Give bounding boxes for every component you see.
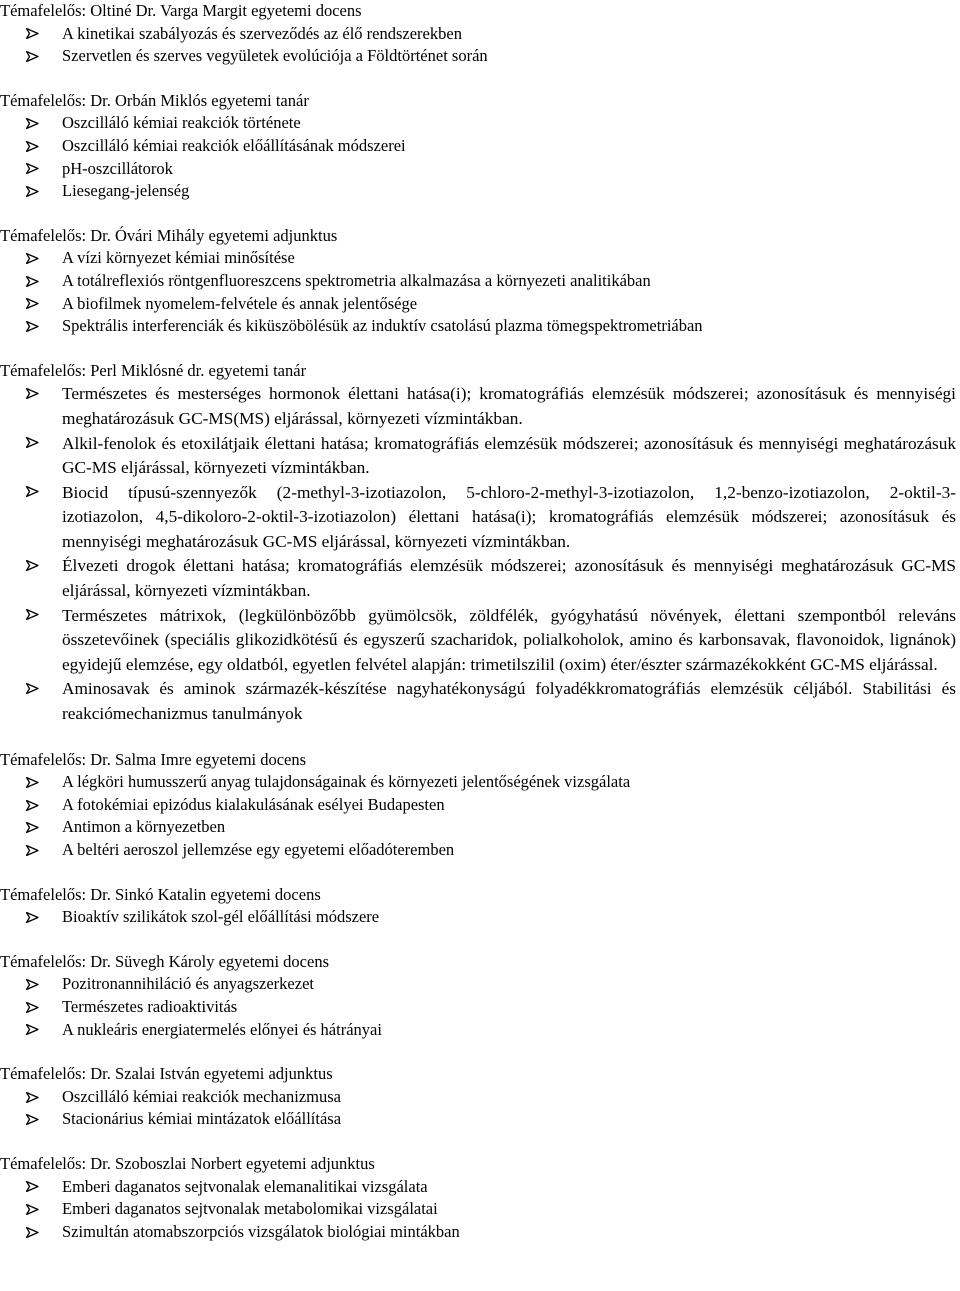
topic-text: Liesegang-jelenség: [62, 181, 190, 201]
topic-list: [0, 23, 956, 68]
topic-section: [0, 0, 956, 68]
arrow-bullet-icon: [26, 1221, 40, 1244]
topic-text: Bioaktív szilikátok szol-gél előállítási módszere: [62, 907, 380, 927]
section-heading: Témafelelős: Dr. Sinkó Katalin egyetemi docens: [0, 884, 321, 904]
list-item: [0, 247, 956, 270]
arrow-bullet-icon: [26, 23, 40, 46]
topic-list: [0, 973, 956, 1041]
arrow-bullet-icon: [26, 839, 40, 862]
arrow-bullet-icon: [26, 382, 40, 405]
list-item: [0, 677, 956, 726]
topic-text: Pozitronannihiláció és anyagszerkezet: [62, 974, 314, 994]
topic-text: Természetes és mesterséges hormonok élettani hatása(i); kromatográfiás elemzésük módszerei; azonosításuk és mennyiségi meghatározásuk GC-MS(MS) eljárással, környezeti vízmintákban.: [62, 384, 956, 428]
section-heading: Témafelelős: Dr. Salma Imre egyetemi docens: [0, 749, 307, 769]
topic-section: [0, 1063, 956, 1131]
topic-text: A beltéri aeroszol jellemzése egy egyetemi előadóteremben: [62, 840, 455, 859]
topic-section: [0, 225, 956, 338]
list-item: [0, 382, 956, 431]
list-item: [0, 816, 956, 839]
topic-text: A légköri humusszerű anyag tulajdonságainak és környezeti jelentőségének vizsgálata: [62, 772, 631, 792]
topic-text: A biofilmek nyomelem-felvétele és annak jelentősége: [62, 293, 418, 313]
list-item: [0, 135, 956, 158]
topic-section: [0, 951, 956, 1041]
topic-text: Stacionárius kémiai mintázatok előállítása: [62, 1109, 342, 1129]
list-item: [0, 315, 956, 338]
section-heading: Témafelelős: Dr. Szalai István egyetemi adjunktus: [0, 1064, 333, 1084]
list-item: [0, 1221, 956, 1244]
list-item: [0, 270, 956, 293]
list-item: [0, 1198, 956, 1221]
topic-text: Emberi daganatos sejtvonalak elemanalitikai vizsgálata: [62, 1176, 428, 1196]
arrow-bullet-icon: [26, 270, 40, 293]
topic-section: [0, 1153, 956, 1243]
arrow-bullet-icon: [26, 677, 40, 700]
arrow-bullet-icon: [26, 816, 40, 839]
list-item: [0, 554, 956, 603]
arrow-bullet-icon: [26, 973, 40, 996]
list-item: [0, 158, 956, 181]
arrow-bullet-icon: [26, 1176, 40, 1199]
topic-text: Biocid típusú-szennyezők (2-methyl-3-izotiazolon, 5-chloro-2-methyl-3-izotiazolon, 1,2-benzo-izotiazolon, 2-oktil-3-izotiazolon, 4,5-dikoloro-2-oktil-3-izotiazolon) élettani hatása(i); kromatográfiás elemzésük módszerei; azonosításuk és mennyiségi meghatározásuk GC-MS eljárással, környezeti vízmintákban.: [62, 482, 956, 551]
topic-text: Alkil-fenolok és etoxilátjaik élettani hatása; kromatográfiás elemzésük módszerei; azonosításuk és mennyiségi meghatározásuk GC-MS eljárással, környezeti vízmintákban.: [62, 433, 956, 478]
list-item: [0, 1086, 956, 1109]
topic-text: Aminosavak és aminok származék-készítése nagyhatékonyságú folyadékkromatográfiás elemzésük céljából. Stabilitási és reakciómechanizmus tanulmányok: [62, 679, 956, 724]
list-item: [0, 293, 956, 316]
list-item: [0, 23, 956, 46]
topic-text: Természetes mátrixok, (legkülönbözőbb gyümölcsök, zöldfélék, gyógyhatású növények, élettani szempontból releváns összetevőinek (speciális glikozidkötésű és egyszerű szacharidok, polialkoholok, amino és karbonsavak, flavonoidok, lignánok) egyidejű elemzése, egy oldatból, egyetlen felvétel alapján: trimetilszilil (oxim) éter/észter származékokként GC-MS eljárással.: [62, 605, 956, 674]
list-item: [0, 1176, 956, 1199]
list-item: [0, 1108, 956, 1131]
topic-list: [0, 382, 956, 726]
list-item: [0, 794, 956, 817]
topic-text: Szimultán atomabszorpciós vizsgálatok biológiai mintákban: [62, 1221, 460, 1241]
arrow-bullet-icon: [26, 247, 40, 270]
arrow-bullet-icon: [26, 135, 40, 158]
list-item: [0, 996, 956, 1019]
topic-list: [0, 1176, 956, 1244]
section-heading: Témafelelős: Dr. Süvegh Károly egyetemi docens: [0, 951, 329, 971]
arrow-bullet-icon: [26, 554, 40, 577]
topic-list: [0, 112, 956, 202]
topic-text: pH-oszcillátorok: [62, 158, 173, 178]
list-item: [0, 1019, 956, 1042]
arrow-bullet-icon: [26, 1198, 40, 1221]
topic-text: Oszcilláló kémiai reakciók előállításának módszerei: [62, 135, 406, 155]
arrow-bullet-icon: [26, 45, 40, 68]
arrow-bullet-icon: [26, 1086, 40, 1109]
list-item: [0, 112, 956, 135]
list-item: [0, 839, 956, 862]
topic-list: [0, 247, 956, 337]
arrow-bullet-icon: [26, 906, 40, 929]
topic-list: [0, 1086, 956, 1131]
topic-text: Természetes radioaktivitás: [62, 996, 238, 1016]
topic-text: Spektrális interferenciák és kiküszöbölésük az induktív csatolású plazma tömegspektrometriában: [62, 316, 703, 336]
arrow-bullet-icon: [26, 1019, 40, 1042]
topic-text: Oszcilláló kémiai reakciók mechanizmusa: [62, 1086, 342, 1106]
arrow-bullet-icon: [26, 315, 40, 338]
topic-text: A kinetikai szabályozás és szerveződés az élő rendszerekben: [62, 23, 462, 43]
list-item: [0, 771, 956, 794]
topic-text: Emberi daganatos sejtvonalak metabolomikai vizsgálatai: [62, 1199, 438, 1219]
topic-section: [0, 749, 956, 862]
topic-section: [0, 90, 956, 203]
topic-text: Szervetlen és szerves vegyületek evolúciója a Földtörténet során: [62, 46, 488, 66]
topic-text: A totálreflexiós röntgenfluoreszcens spektrometria alkalmazása a környezeti analitikában: [62, 270, 651, 290]
section-heading: Témafelelős: Perl Miklósné dr. egyetemi tanár: [0, 360, 307, 380]
arrow-bullet-icon: [26, 604, 40, 627]
arrow-bullet-icon: [26, 158, 40, 181]
arrow-bullet-icon: [26, 180, 40, 203]
topic-section: [0, 360, 956, 727]
list-item: [0, 604, 956, 678]
section-heading: Témafelelős: Dr. Óvári Mihály egyetemi adjunktus: [0, 225, 338, 245]
topic-section: [0, 884, 956, 929]
topic-text: A fotokémiai epizódus kialakulásának esélyei Budapesten: [62, 794, 445, 814]
list-item: [0, 432, 956, 481]
list-item: [0, 906, 956, 929]
section-heading: Témafelelős: Dr. Szoboszlai Norbert egyetemi adjunktus: [0, 1153, 375, 1173]
section-heading: Témafelelős: Dr. Orbán Miklós egyetemi tanár: [0, 90, 309, 110]
section-heading: Témafelelős: Oltiné Dr. Varga Margit egyetemi docens: [0, 1, 362, 20]
arrow-bullet-icon: [26, 112, 40, 135]
arrow-bullet-icon: [26, 996, 40, 1019]
topic-text: Oszcilláló kémiai reakciók története: [62, 113, 301, 133]
list-item: [0, 973, 956, 996]
topic-text: Élvezeti drogok élettani hatása; kromatográfiás elemzésük módszerei; azonosításuk és mennyiségi meghatározásuk GC-MS eljárással, környezeti vízmintákban.: [62, 556, 956, 601]
topic-text: Antimon a környezetben: [62, 817, 226, 837]
arrow-bullet-icon: [26, 771, 40, 794]
list-item: [0, 45, 956, 68]
arrow-bullet-icon: [26, 432, 40, 455]
list-item: [0, 180, 956, 203]
arrow-bullet-icon: [26, 293, 40, 316]
arrow-bullet-icon: [26, 1108, 40, 1131]
topic-text: A nukleáris energiatermelés előnyei és hátrányai: [62, 1019, 382, 1039]
topic-text: A vízi környezet kémiai minősítése: [62, 248, 295, 268]
topic-list: [0, 771, 956, 861]
list-item: [0, 481, 956, 555]
topic-list: [0, 906, 956, 929]
arrow-bullet-icon: [26, 481, 40, 504]
arrow-bullet-icon: [26, 794, 40, 817]
